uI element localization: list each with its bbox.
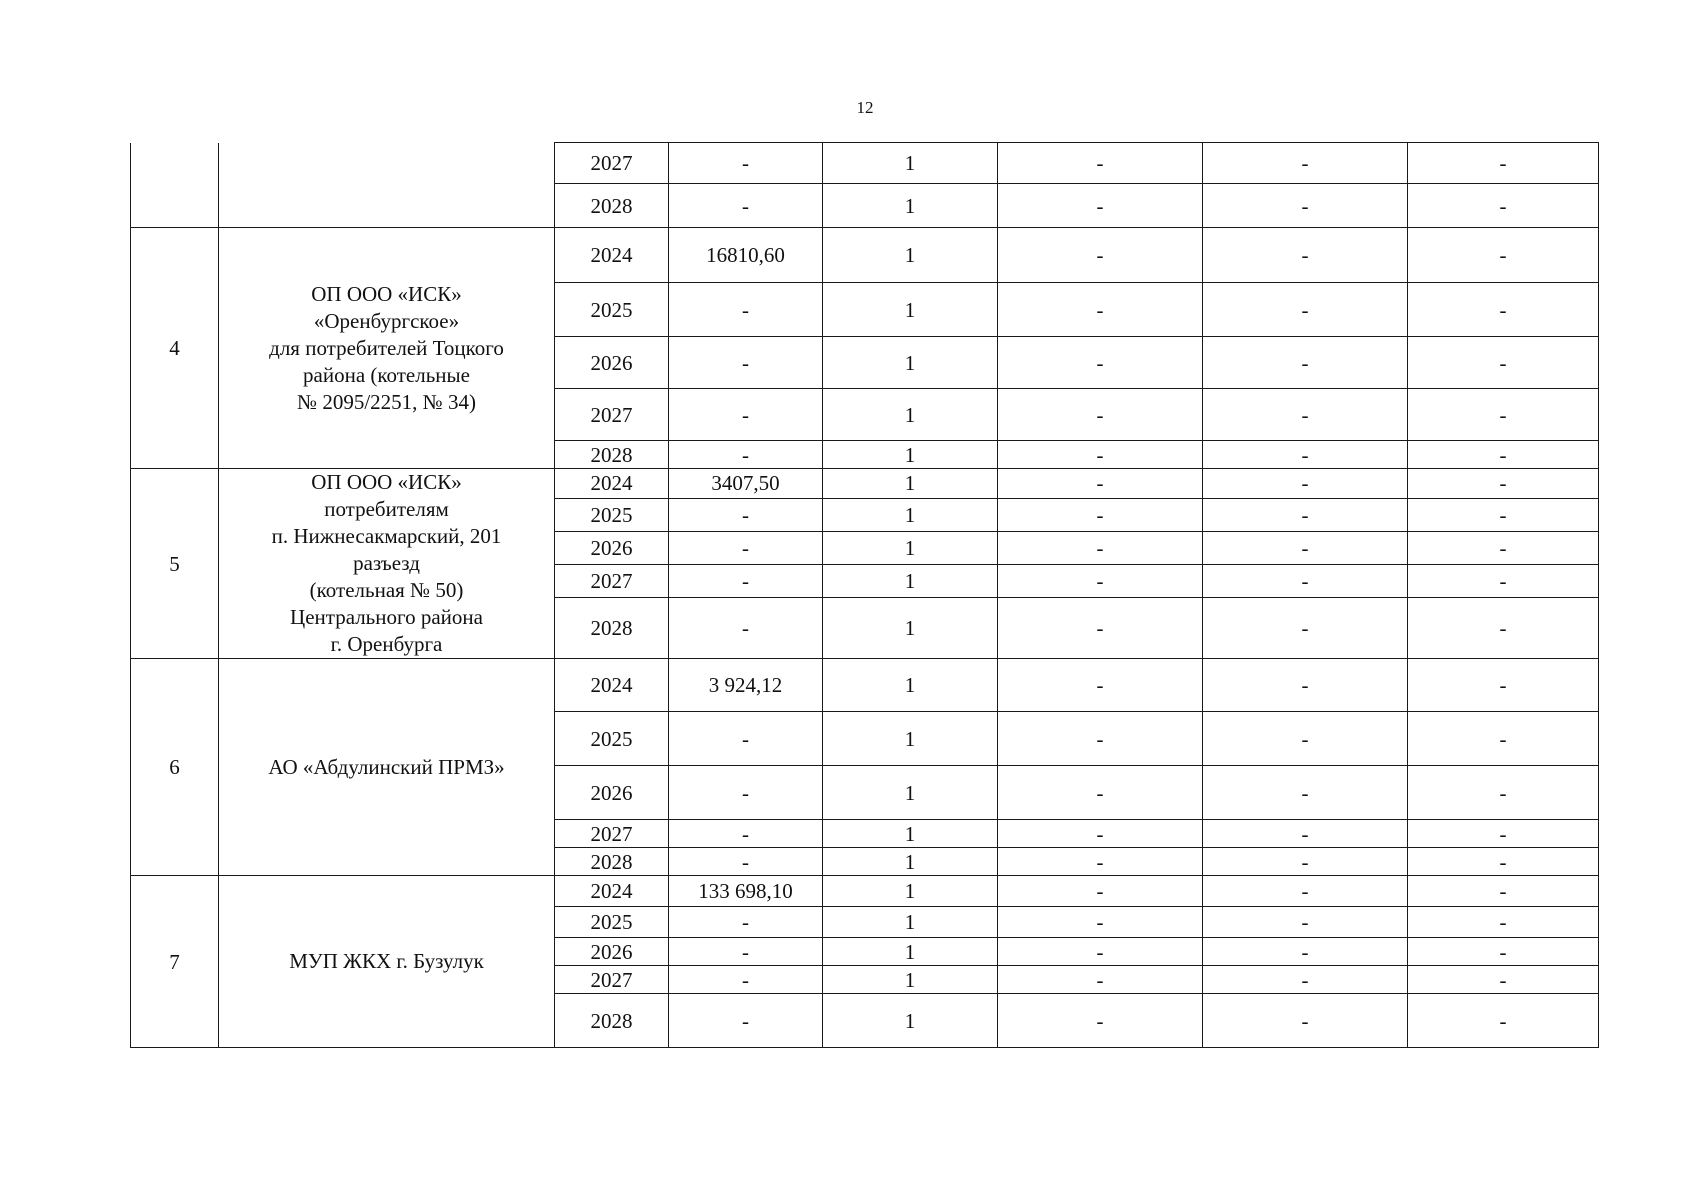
column-6-cell: - [998,848,1203,876]
amount-cell: - [669,498,823,531]
year-cell: 2028 [555,441,669,469]
year-cell: 2026 [555,531,669,564]
year-cell: 2026 [555,766,669,820]
column-8-cell: - [1408,712,1599,766]
column-6-cell: - [998,876,1203,907]
column-7-cell: - [1203,184,1408,228]
column-6-cell: - [998,766,1203,820]
count-cell: 1 [823,469,998,499]
column-8-cell: - [1408,994,1599,1048]
column-6-cell: - [998,389,1203,441]
column-8-cell: - [1408,766,1599,820]
amount-cell: - [669,337,823,389]
year-cell: 2028 [555,598,669,659]
count-cell: 1 [823,143,998,184]
column-8-cell: - [1408,184,1599,228]
column-7-cell: - [1203,766,1408,820]
column-7-cell: - [1203,820,1408,848]
year-cell: 2025 [555,712,669,766]
year-cell: 2026 [555,938,669,966]
column-7-cell: - [1203,228,1408,283]
year-cell: 2024 [555,659,669,712]
column-6-cell: - [998,994,1203,1048]
column-6-cell: - [998,907,1203,938]
column-8-cell: - [1408,441,1599,469]
column-7-cell: - [1203,337,1408,389]
column-6-cell: - [998,283,1203,337]
amount-cell: - [669,766,823,820]
column-7-cell: - [1203,283,1408,337]
count-cell: 1 [823,848,998,876]
entry-number: 4 [131,228,219,469]
amount-cell: 133 698,10 [669,876,823,907]
column-8-cell: - [1408,143,1599,184]
year-cell: 2024 [555,876,669,907]
column-8-cell: - [1408,938,1599,966]
table-body [131,143,1599,1048]
column-7-cell: - [1203,143,1408,184]
year-cell: 2028 [555,184,669,228]
column-8-cell: - [1408,498,1599,531]
column-8-cell: - [1408,228,1599,283]
column-6-cell: - [998,228,1203,283]
year-cell: 2028 [555,994,669,1048]
year-cell: 2028 [555,848,669,876]
column-6-cell: - [998,659,1203,712]
column-6-cell: - [998,820,1203,848]
column-8-cell: - [1408,907,1599,938]
amount-cell: - [669,143,823,184]
amount-cell: - [669,531,823,564]
column-7-cell: - [1203,531,1408,564]
column-6-cell: - [998,498,1203,531]
count-cell: 1 [823,565,998,598]
year-cell: 2025 [555,907,669,938]
column-8-cell: - [1408,283,1599,337]
column-7-cell: - [1203,565,1408,598]
column-7-cell: - [1203,966,1408,994]
column-8-cell: - [1408,820,1599,848]
count-cell: 1 [823,876,998,907]
entry-number: 7 [131,876,219,1048]
column-7-cell: - [1203,498,1408,531]
column-8-cell: - [1408,531,1599,564]
year-cell: 2027 [555,565,669,598]
year-cell: 2027 [555,389,669,441]
amount-cell: - [669,712,823,766]
column-8-cell: - [1408,565,1599,598]
column-7-cell: - [1203,994,1408,1048]
column-7-cell: - [1203,598,1408,659]
column-7-cell: - [1203,441,1408,469]
amount-cell: - [669,848,823,876]
year-cell: 2027 [555,143,669,184]
count-cell: 1 [823,228,998,283]
column-6-cell: - [998,938,1203,966]
count-cell: 1 [823,659,998,712]
column-7-cell: - [1203,938,1408,966]
count-cell: 1 [823,389,998,441]
table-row [131,469,1599,499]
amount-cell: 3 924,12 [669,659,823,712]
column-7-cell: - [1203,907,1408,938]
amount-cell: - [669,966,823,994]
count-cell: 1 [823,337,998,389]
data-table [130,142,1599,1048]
count-cell: 1 [823,184,998,228]
year-cell: 2027 [555,820,669,848]
table-row [131,143,1599,184]
amount-cell: 3407,50 [669,469,823,499]
count-cell: 1 [823,441,998,469]
amount-cell: - [669,598,823,659]
year-cell: 2024 [555,228,669,283]
year-cell: 2027 [555,966,669,994]
column-6-cell: - [998,143,1203,184]
column-8-cell: - [1408,469,1599,499]
column-6-cell: - [998,531,1203,564]
column-7-cell: - [1203,712,1408,766]
column-6-cell: - [998,337,1203,389]
count-cell: 1 [823,994,998,1048]
column-6-cell: - [998,565,1203,598]
year-cell: 2024 [555,469,669,499]
count-cell: 1 [823,498,998,531]
column-8-cell: - [1408,659,1599,712]
entry-number: 5 [131,469,219,659]
count-cell: 1 [823,966,998,994]
count-cell: 1 [823,766,998,820]
amount-cell: - [669,389,823,441]
amount-cell: - [669,938,823,966]
page-number: 12 [856,98,874,117]
column-7-cell: - [1203,848,1408,876]
year-cell: 2026 [555,337,669,389]
column-6-cell: - [998,598,1203,659]
count-cell: 1 [823,712,998,766]
column-7-cell: - [1203,469,1408,499]
count-cell: 1 [823,938,998,966]
year-cell: 2025 [555,283,669,337]
organization-name: МУП ЖКХ г. Бузулук [219,876,555,1048]
column-6-cell: - [998,469,1203,499]
table-row [131,876,1599,907]
column-8-cell: - [1408,337,1599,389]
column-6-cell: - [998,966,1203,994]
organization-name: АО «Абдулинский ПРМЗ» [219,659,555,876]
entry-number [131,143,219,228]
column-8-cell: - [1408,389,1599,441]
column-7-cell: - [1203,876,1408,907]
amount-cell: - [669,441,823,469]
organization-name: ОП ООО «ИСК» «Оренбургское» для потребителей Тоцкого района (котельные № 2095/2251, № 34) [219,228,555,469]
column-7-cell: - [1203,389,1408,441]
amount-cell: - [669,565,823,598]
column-8-cell: - [1408,598,1599,659]
amount-cell: 16810,60 [669,228,823,283]
amount-cell: - [669,907,823,938]
organization-name [219,143,555,228]
count-cell: 1 [823,820,998,848]
entry-number: 6 [131,659,219,876]
column-6-cell: - [998,441,1203,469]
table-row [131,228,1599,283]
table-row [131,659,1599,712]
count-cell: 1 [823,283,998,337]
amount-cell: - [669,994,823,1048]
count-cell: 1 [823,531,998,564]
column-8-cell: - [1408,966,1599,994]
amount-cell: - [669,184,823,228]
column-8-cell: - [1408,876,1599,907]
year-cell: 2025 [555,498,669,531]
count-cell: 1 [823,598,998,659]
amount-cell: - [669,283,823,337]
column-6-cell: - [998,184,1203,228]
column-7-cell: - [1203,659,1408,712]
organization-name: ОП ООО «ИСК» потребителям п. Нижнесакмарский, 201 разъезд (котельная № 50) Центрального района г. Оренбурга [219,469,555,659]
count-cell: 1 [823,907,998,938]
column-6-cell: - [998,712,1203,766]
amount-cell: - [669,820,823,848]
column-8-cell: - [1408,848,1599,876]
